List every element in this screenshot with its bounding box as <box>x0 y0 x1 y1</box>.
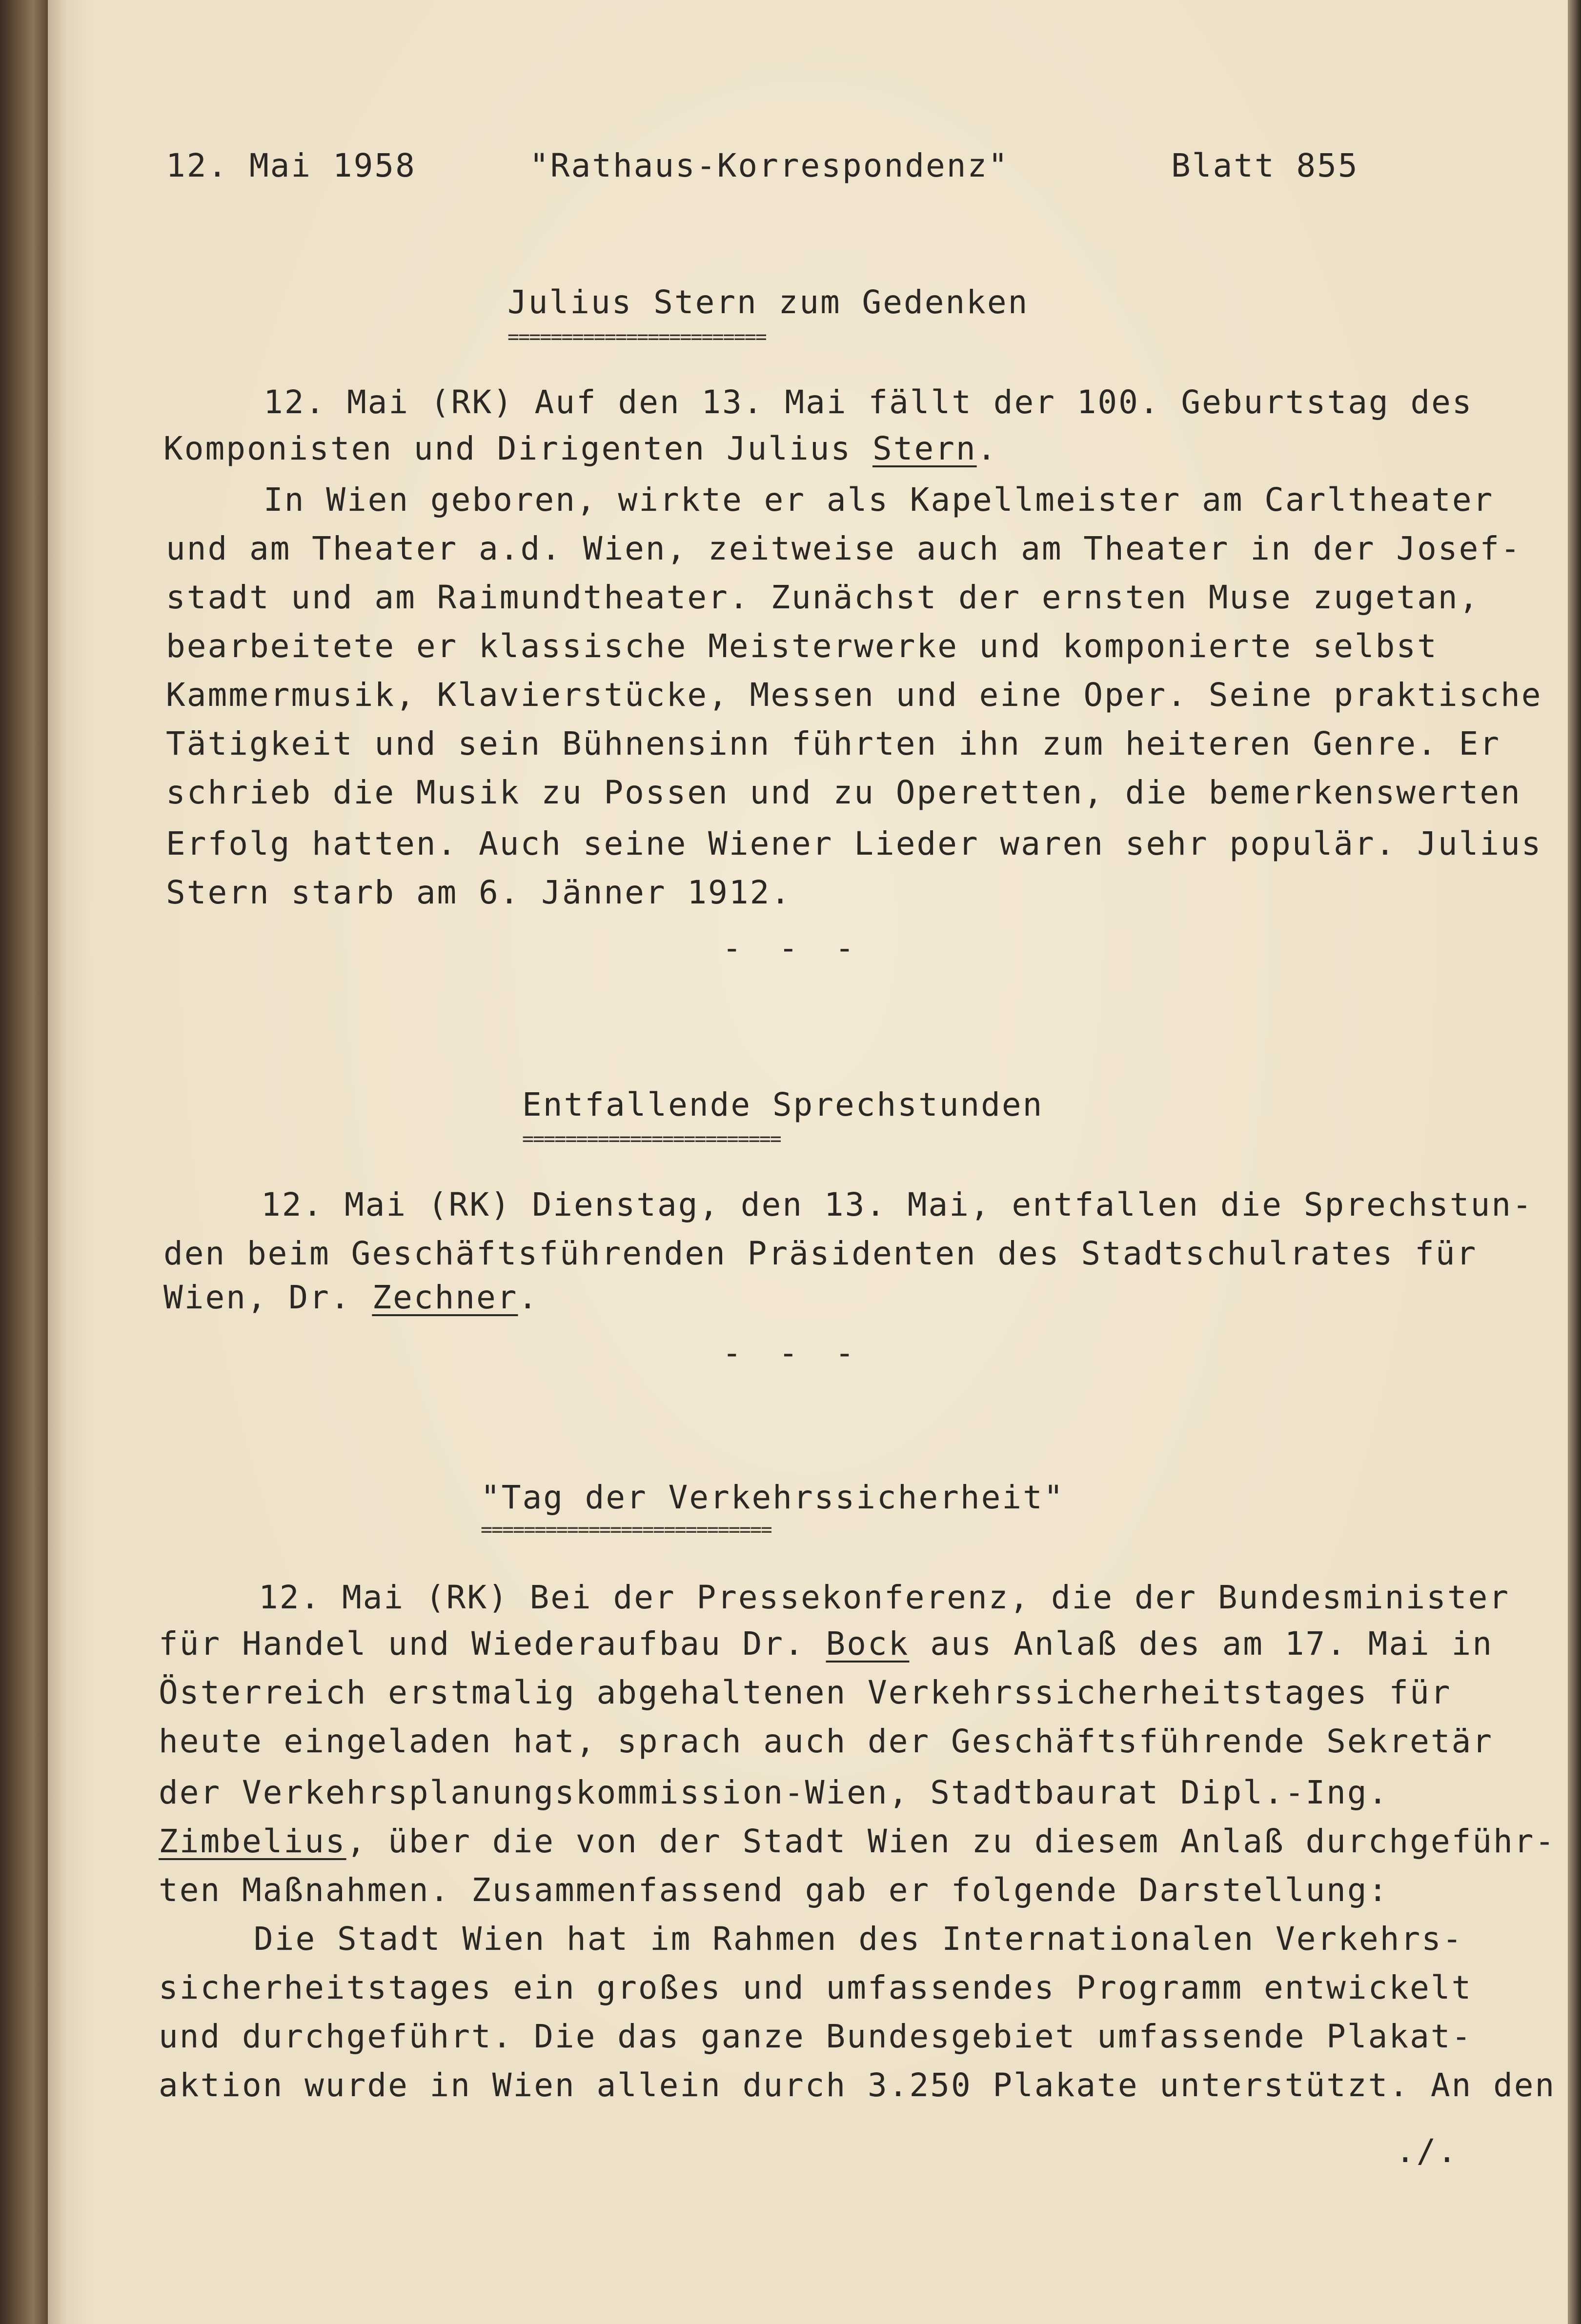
section-2-title-rule: ======================== <box>522 1128 781 1150</box>
section-1-title: Julius Stern zum Gedenken <box>507 283 1029 321</box>
section-1-separator: - - - <box>722 929 863 967</box>
name-zimbelius: Zimbelius <box>159 1823 346 1860</box>
section-3-line-11: aktion wurde in Wien allein durch 3.250 Plakate unterstützt. An den <box>159 2066 1556 2104</box>
section-1-line-3: In Wien geboren, wirkte er als Kapellmeister am Carltheater <box>264 481 1494 519</box>
section-3-line-4: heute eingeladen hat, sprach auch der Geschäftsführende Sekretär <box>159 1723 1494 1760</box>
section-3-title-rule: =========================== <box>481 1519 772 1541</box>
name-bock: Bock <box>826 1625 910 1663</box>
binder-spine <box>0 0 48 2324</box>
section-3-line-7: ten Maßnahmen. Zusammenfassend gab er folgende Darstellung: <box>159 1871 1389 1909</box>
continuation-mark: ./. <box>1396 2132 1459 2170</box>
name-zechner: Zechner <box>372 1279 518 1316</box>
header-publication: "Rathaus-Korrespondenz" <box>529 147 1009 184</box>
section-1-line-10: Erfolg hatten. Auch seine Wiener Lieder waren sehr populär. Julius <box>166 825 1542 862</box>
name-stern: Stern <box>872 430 977 467</box>
section-2-separator: - - - <box>722 1334 863 1372</box>
section-3-line-10: und durchgeführt. Die das ganze Bundesgebiet umfassende Plakat- <box>159 2018 1473 2055</box>
section-2-line-1: 12. Mai (RK) Dienstag, den 13. Mai, entfallen die Sprechstun- <box>261 1186 1533 1223</box>
header-sheet-number: Blatt 855 <box>1171 147 1359 184</box>
section-1-title-rule: ======================== <box>507 326 766 348</box>
section-1-line-11: Stern starb am 6. Jänner 1912. <box>166 874 792 911</box>
section-1-line-1: 12. Mai (RK) Auf den 13. Mai fällt der 100. Geburtstag des <box>264 383 1473 421</box>
section-1-line-5: stadt und am Raimundtheater. Zunächst der ernsten Muse zugetan, <box>166 579 1480 616</box>
section-3-line-9: sicherheitstages ein großes und umfassendes Programm entwickelt <box>159 1969 1473 2006</box>
section-3-line-6: Zimbelius, über die von der Stadt Wien zu diesem Anlaß durchgeführ- <box>159 1823 1556 1860</box>
section-1-line-9: schrieb die Musik zu Possen und zu Operetten, die bemerkenswerten <box>166 774 1521 811</box>
section-1-line-8: Tätigkeit und sein Bühnensinn führten ihn zum heiteren Genre. Er <box>166 725 1501 762</box>
section-2-title: Entfallende Sprechstunden <box>522 1086 1044 1123</box>
section-1-line-6: bearbeitete er klassische Meisterwerke und komponierte selbst <box>166 627 1438 665</box>
section-1-line-2: Komponisten und Dirigenten Julius Stern. <box>163 430 998 467</box>
page-edge <box>1568 0 1581 2324</box>
section-1-line-4: und am Theater a.d. Wien, zeitweise auch am Theater in der Josef- <box>166 530 1521 567</box>
section-3-line-5: der Verkehrsplanungskommission-Wien, Stadtbaurat Dipl.-Ing. <box>159 1774 1389 1811</box>
section-3-line-2: für Handel und Wiederaufbau Dr. Bock aus Anlaß des am 17. Mai in <box>159 1625 1494 1663</box>
section-3-line-3: Österreich erstmalig abgehaltenen Verkehrssicherheitstages für <box>159 1674 1452 1711</box>
section-3-line-1: 12. Mai (RK) Bei der Pressekonferenz, die der Bundesminister <box>259 1579 1510 1616</box>
section-3-title: "Tag der Verkehrssicherheit" <box>481 1479 1065 1516</box>
section-2-line-3: Wien, Dr. Zechner. <box>163 1279 539 1316</box>
section-1-line-7: Kammermusik, Klavierstücke, Messen und eine Oper. Seine praktische <box>166 676 1542 714</box>
section-3-line-8: Die Stadt Wien hat im Rahmen des Internationalen Verkehrs- <box>254 1920 1463 1958</box>
header-date: 12. Mai 1958 <box>166 147 416 184</box>
section-2-line-2: den beim Geschäftsführenden Präsidenten des Stadtschulrates für <box>163 1235 1478 1272</box>
